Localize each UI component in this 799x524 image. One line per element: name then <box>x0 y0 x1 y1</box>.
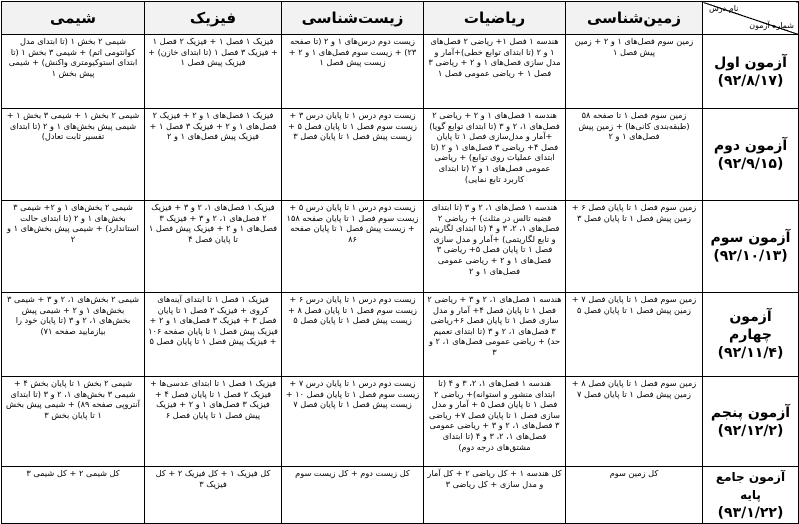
exam-name: آزمون جامع پایه <box>715 470 786 502</box>
exam-name: آزمون چهارم <box>729 308 772 343</box>
subject-header-biology: زیست‌شناسی <box>282 2 424 35</box>
physics-cell: فیزیک ۱ فصل ۱ تا ابتدای آینه‌های کروی + فیزیک ۲ فصل ۱ تا پایان فصل ۳ + فیزیک ۳ فصل‌های ۱ و ۲ + فیزیک پیش فصل ۱ تا پایان صفحه ۱۰۶ + فیزیک پیش فصل ۱ تا پایان فصل ۵ <box>145 293 282 377</box>
table-row <box>2 35 799 109</box>
biology-cell: زیست دوم درس ۱ تا پایان درس ۶ + زیست سوم فصل ۱ تا پایان فصل ۸ + زیست پیش فصل ۱ تا پایان فصل ۵ <box>282 293 424 377</box>
math-cell: هندسه ۱ فصل‌های ۱، ۲ و ۳ (تا ابتدای قضیه تالس در مثلث) + ریاضی ۲ فصل‌های ۱، ۲، ۳ و ۴ (تا ابتدای لگاریتم و تابع لگاریتمی) +آمار و مدل سازی فصل ۱ تا پایان فصل ۵+ ریاضی ۳ فصل‌های ۱ و ۲ + ریاضی عمومی فصل‌های ۱ و ۲ <box>424 201 566 293</box>
chemistry-cell: شیمی ۲ بخش‌های ۱، ۲ و ۳ + شیمی ۳ بخش‌های ۱ و ۲ + شیمی پیش بخش‌های ۱، ۲ و ۳ (تا پایان خود را بیازمایید صفحه ۷۱) <box>2 293 145 377</box>
subject-header-geology: زمین‌شناسی <box>566 2 703 35</box>
physics-cell: فیزیک ۱ فصل‌های ۱، ۲ و ۳ + فیزیک ۲ فصل‌های ۱، ۲ و ۳ + فیزیک ۳ فصل‌های ۱ و ۲ + فیزیک پیش فصل ۱ تا پایان فصل ۴ <box>145 201 282 293</box>
exam-label-cell <box>703 201 799 293</box>
header-row <box>2 2 799 35</box>
geology-cell: زمین سوم فصل ۱ تا پایان فصل ۷ + زمین پیش فصل ۱ تا پایان فصل ۵ <box>566 293 703 377</box>
exam-date: (۹۲/۹/۱۵) <box>717 155 784 172</box>
exam-name: آزمون سوم <box>710 229 791 246</box>
math-cell: کل هندسه ۱ + کل ریاضی ۲ + کل آمار و مدل سازی + کل ریاضی ۳ <box>424 467 566 524</box>
exam-date: (۹۲/۱۱/۴) <box>717 344 784 361</box>
chemistry-cell: کل شیمی ۲ + کل شیمی ۳ <box>2 467 145 524</box>
table-row <box>2 109 799 201</box>
geology-cell: زمین سوم فصل ۱ تا پایان فصل ۸ + زمین پیش فصل ۱ تا پایان فصل ۷ <box>566 377 703 467</box>
physics-cell: فیزیک ۱ فصل ۱ + فیزیک ۲ فصل ۱ + فیزیک ۳ فصل ۱ (تا ابتدای خازن) + فیزیک پیش فصل ۱ <box>145 35 282 109</box>
exam-date: (۹۲/۱۰/۱۳) <box>713 247 788 264</box>
chemistry-cell: شیمی ۲ بخش ۱ + شیمی ۳ بخش ۱ + شیمی پیش بخش‌های ۱ و ۲ (تا ابتدای تفسیر ثابت تعادل) <box>2 109 145 201</box>
biology-cell: زیست دوم درس ۱ تا پایان درس ۵ + زیست سوم فصل ۱ تا پایان صفحه ۱۵۸ + زیست پیش فصل ۱ تا پایان صفحه ۸۶ <box>282 201 424 293</box>
table-row <box>2 201 799 293</box>
math-cell: هندسه ۱ فصل ۱+ ریاضی ۲ فصل‌های ۱ و ۲ (تا ابتدای توابع خطی)+آمار و مدل سازی فصل‌های ۱ و ۲ + ریاضی ۳ فصل ۱ + ریاضی عمومی فصل ۱ <box>424 35 566 109</box>
physics-cell: فیزیک ۱ فصل ۱ تا ابتدای عدسی‌ها + فیزیک ۲ فصل ۱ تا پایان فصل ۴ + فیزیک ۳ فصل‌های ۱ و ۲ + فیزیک پیش فصل ۱ تا پایان فصل ۶ <box>145 377 282 467</box>
exam-date: (۹۲/۱۲/۲) <box>717 422 784 439</box>
geology-cell: زمین سوم فصل ۱ تا صفحه ۵۸ (طبقه‌بندی کانی‌ها) + زمین پیش فصل‌های ۱ و ۲ <box>566 109 703 201</box>
subject-header-chemistry: شیمی <box>2 2 145 35</box>
exam-schedule-table <box>1 1 799 524</box>
corner-exam-label: شماره آزمون <box>749 21 794 31</box>
geology-cell: زمین سوم فصل ۱ تا پایان فصل ۶ + زمین پیش فصل ۱ تا پایان فصل ۳ <box>566 201 703 293</box>
exam-label-cell <box>703 467 799 524</box>
math-cell: هندسه ۱ فصل‌های ۱ و ۲ + ریاضی ۲ فصل‌های ۱، ۲ و ۳ (تا ابتدای توابع گویا) +آمار و مدل‌سازی فصل ۱ تا پایان فصل ۴+ ریاضی ۳ فصل‌های ۱ و ۲ (تا ابتدای عملیات روی توابع) + ریاضی عمومی فصل‌های ۱ و ۲ (تا ابتدای کاربرد تابع نمایی) <box>424 109 566 201</box>
table-row <box>2 293 799 377</box>
biology-cell: زیست دوم درس‌های ۱ و ۲ (تا صفحه ۲۳) + زیست سوم فصل‌های ۱ و ۲ + زیست پیش فصل ۱ <box>282 35 424 109</box>
table-row <box>2 377 799 467</box>
chemistry-cell: شیمی ۲ بخش‌های ۱ و ۲+ شیمی ۳ بخش‌های ۱ و ۲ (تا ابتدای حالت استاندارد) + شیمی پیش بخش‌های ۱ و ۲ <box>2 201 145 293</box>
exam-label-cell <box>703 109 799 201</box>
exam-date: (۹۲/۸/۱۷) <box>717 72 784 89</box>
chemistry-cell: شیمی ۲ بخش ۱ (تا ابتدای مدل کوانتومی اتم) + شیمی ۳ بخش ۱ (تا ابتدای استوکیومتری واکنش) + شیمی پیش بخش ۱ <box>2 35 145 109</box>
math-cell: هندسه ۱ فصل‌های ۱، ۲ و ۳ + ریاضی ۲ فصل ۱ تا پایان فصل ۴+ آمار و مدل سازی فصل ۱ تا پایان فصل ۶+ریاضی ۳ فصل‌های ۱، ۲ و ۳ (تا ابتدای تعمیم حد) + ریاضی عمومی فصل‌های ۱، ۲ و ۳ <box>424 293 566 377</box>
geology-cell: زمین سوم فصل‌های ۱ و ۲ + زمین پیش فصل ۱ <box>566 35 703 109</box>
exam-label-cell <box>703 35 799 109</box>
biology-cell: زیست دوم درس ۱ تا پایان درس ۷ + زیست سوم فصل ۱ تا پایان فصل ۱۰ + زیست پیش فصل ۱ تا پایان فصل ۷ <box>282 377 424 467</box>
exam-date: (۹۳/۱/۲۲) <box>717 505 784 521</box>
exam-schedule <box>1 1 798 521</box>
physics-cell: فیزیک ۱ فصل‌های ۱ و ۲ + فیزیک ۲ فصل‌های ۱ و ۲ + فیزیک ۳ فصل ۱ + فیزیک پیش فصل‌های ۱ و ۲ <box>145 109 282 201</box>
biology-cell: زیست دوم درس ۱ تا پایان درس ۳ + زیست سوم فصل ۱ تا پایان فصل ۵ + زیست پیش فصل ۱ تا پایان فصل ۳ <box>282 109 424 201</box>
table-row <box>2 467 799 524</box>
exam-name: آزمون اول <box>714 54 787 71</box>
chemistry-cell: شیمی ۲ بخش ۱ تا پایان بخش ۴ + شیمی ۳ بخش‌های ۱، ۲ و ۳ (تا ابتدای آنتروپی صفحه ۸۹) + شیمی پیش بخش ۱ تا پایان بخش ۳ <box>2 377 145 467</box>
subject-header-math: ریاضیات <box>424 2 566 35</box>
exam-name: آزمون پنجم <box>710 404 791 421</box>
header-corner-cell <box>703 2 799 35</box>
math-cell: هندسه ۱ فصل‌های ۱، ۲، ۳ و ۴ (تا ابتدای منشور و استوانه)+ ریاضی ۲ فصل ۱ تا پایان فصل ۵ + آمار و مدل سازی فصل ۱ تا پایان فصل ۷+ ریاضی ۳ فصل‌های ۱، ۲ و ۳ + ریاضی عمومی فصل‌های ۱، ۲، ۳ و ۴ (تا ابتدای مشتق‌های درجه دوم) <box>424 377 566 467</box>
geology-cell: کل زمین سوم <box>566 467 703 524</box>
biology-cell: کل زیست دوم + کل زیست سوم <box>282 467 424 524</box>
exam-label-cell <box>703 377 799 467</box>
corner-subject-label: نام درس <box>709 4 739 13</box>
exam-label-cell <box>703 293 799 377</box>
subject-header-physics: فیزیک <box>145 2 282 35</box>
exam-name: آزمون دوم <box>713 137 788 154</box>
physics-cell: کل فیزیک ۱ + کل فیزیک ۲ + کل فیزیک ۳ <box>145 467 282 524</box>
